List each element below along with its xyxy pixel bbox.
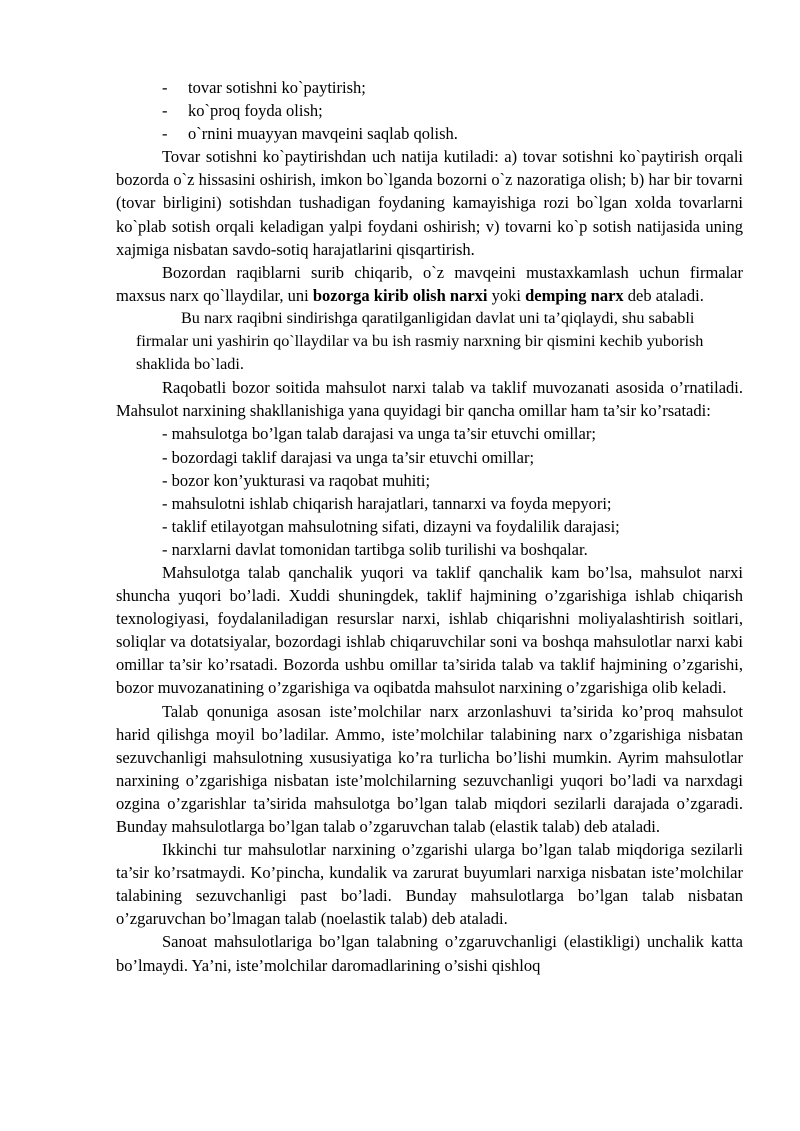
list-item <box>116 99 743 122</box>
list-item-text: tovar sotishni ko`paytirish; <box>188 78 366 97</box>
factor-item: - mahsulotga bo’lgan talab darajasi va unga ta’sir etuvchi omillar; <box>162 424 596 444</box>
paragraph-5: Talab qonuniga asosan iste’molchilar narx arzonlashuvi ta’sirida ko’proq mahsulot harid qilishga moyil bo’ladilar. Ammo, iste’molchilar talabining narx o’zgarishiga nisbatan sezuvchanligi mahsulotning xususiyatiga ko’ra turlicha bo’lishi mumkin. Ayrim mahsulotlar narxining o’zgarishiga nisbatan iste’molchilarning sezuvchanligi yuqori bo’ladi va narxdagi ozgina o’zgarishlar ta’sirida mahsulotga bo’lgan talab miqdori sezilarli darajada o’zgaradi. Bunday mahsulotlarga bo’lgan talab o’zgaruvchan talab (elastik talab) deb ataladi. <box>116 701 743 836</box>
paragraph-1: Tovar sotishni ko`paytirishdan uch natija kutiladi: a) tovar sotishni ko`paytirish orqali bozorda o`z hissasini oshirish, imkon bo`lganda bozorni o`z nazoratiga olish; b) har bir tovarni (tovar birligini) sotishdan tushadigan foydaning kamayishiga rozi bo`lgan xolda tovarlarni ko`plab sotish orqali keladigan yalpi foydani oshirish; v) tovarni ko`p sotish natijasida uning xajmiga nisbatan savdo-sotiq harajatlarini qisqartirish. <box>116 147 743 259</box>
list-dash: - <box>162 101 168 121</box>
paragraph-2-text-end: deb ataladi. <box>623 285 704 305</box>
paragraph-3: Raqobatli bozor soitida mahsulot narxi talab va taklif muvozanati asosida o’rnatiladi. Mahsulot narxining shakllanishiga yana quyidagi bir qancha omillar ham ta’sir ko’rsatadi: <box>116 378 743 421</box>
paragraph-7: Sanoat mahsulotlariga bo’lgan talabning o’zgaruvchanligi (elastikligi) unchalik katta bo’lmaydi. Ya’ni, iste’molchilar daromadlarining o’sishi qishloq <box>116 932 743 975</box>
factor-item: - bozordagi taklif darajasi va unga ta’sir etuvchi omillar; <box>162 447 535 467</box>
paragraph-2 <box>116 261 743 307</box>
factor-item: - narxlarni davlat tomonidan tartibga solib turilishi va boshqalar. <box>162 539 588 559</box>
list-dash: - <box>162 124 168 144</box>
paragraph-2-text-mid: yoki <box>487 285 526 305</box>
term-demping-narx: demping narx <box>525 285 624 305</box>
term-bozorga-kirib-olish-narxi: bozorga kirib olish narxi <box>312 285 488 305</box>
factor-item: - bozor kon’yukturasi va raqobat muhiti; <box>162 470 431 490</box>
indented-note: Bu narx raqibni sindirishga qaratilganligidan davlat uni ta’qiqlaydi, shu sababli firmalar uni yashirin qo`llaydilar va bu ish rasmiy narxning bir qismini kechib yuborish shaklida bo`ladi. <box>136 308 704 374</box>
list-item <box>116 122 743 145</box>
paragraph-2-text-start: Bozordan raqiblarni surib chiqarib, o`z mavqeini mustaxkamlash uchun firmalar maxsus narx qo`llaydilar, uni <box>116 262 743 305</box>
list-item <box>116 76 743 99</box>
paragraph-6: Ikkinchi tur mahsulotlar narxining o’zgarishi ularga bo’lgan talab miqdoriga sezilarli ta’sir ko’rsatmaydi. Ko’pincha, kundalik va zarurat buyumlari narxiga nisbatan iste’molchilar talabining sezuvchanligi past bo’ladi. Bunday mahsulotlarga bo’lgan talab nisbatan o’zgaruvchan bo’lmagan talab (noelastik talab) deb ataladi. <box>116 840 743 929</box>
list-item-text: o`rnini muayyan mavqeini saqlab qolish. <box>188 124 458 144</box>
factor-item: - taklif etilayotgan mahsulotning sifati, dizayni va foydalilik darajasi; <box>162 516 620 536</box>
document-body <box>116 76 743 977</box>
list-item-text: ko`proq foyda olish; <box>188 101 323 121</box>
paragraph-4: Mahsulotga talab qanchalik yuqori va taklif qanchalik kam bo’lsa, mahsulot narxi shuncha yuqori bo’ladi. Xuddi shuningdek, taklif hajmining o’zgarishiga ishlab chiqarish texnologiyasi, foydalaniladigan resurslar narxi, ishlab chiqarishni moliyalashtirish soitlari, soliqlar va dotatsiyalar, bozordagi ishlab chiqaruvchilar soni va boshqa mahsulotlar narxi kabi omillar ta’sir ko’rsatadi. Bozorda ushbu omillar ta’sirida talab va taklif hajmining o’zgarishi, bozor muvozanatining o’zgarishiga va oqibatda mahsulot narxining o’zgarishiga olib keladi. <box>116 562 743 698</box>
factor-item: - mahsulotni ishlab chiqarish harajatlari, tannarxi va foyda mepyori; <box>162 493 612 513</box>
list-dash: - <box>162 78 168 97</box>
